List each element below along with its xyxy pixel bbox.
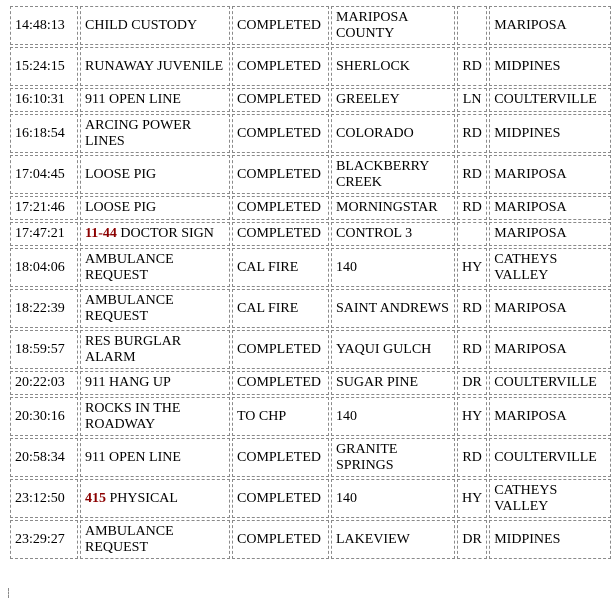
city-cell: MARIPOSA xyxy=(489,397,611,436)
status-cell: COMPLETED xyxy=(232,88,329,112)
street-cell: SHERLOCK xyxy=(331,47,455,86)
street-cell: YAQUI GULCH xyxy=(331,330,455,369)
city-cell: MARIPOSA xyxy=(489,222,611,246)
time-cell: 17:04:45 xyxy=(10,155,78,194)
call-type-cell xyxy=(80,397,230,436)
table-row xyxy=(10,114,611,153)
call-type-text: ROCKS IN THE ROADWAY xyxy=(85,400,181,432)
street-cell: GREELEY xyxy=(331,88,455,112)
time-cell: 20:30:16 xyxy=(10,397,78,436)
call-type-cell xyxy=(80,330,230,369)
street-cell: BLACKBERRY CREEK xyxy=(331,155,455,194)
street-suffix-cell: RD xyxy=(457,196,487,220)
call-type-text: 911 OPEN LINE xyxy=(85,449,181,465)
street-suffix-cell: RD xyxy=(457,114,487,153)
street-cell: SAINT ANDREWS xyxy=(331,289,455,328)
city-cell: CATHEYS VALLEY xyxy=(489,479,611,518)
call-type-cell xyxy=(80,88,230,112)
status-cell: COMPLETED xyxy=(232,47,329,86)
street-suffix-cell: RD xyxy=(457,155,487,194)
time-cell: 14:48:13 xyxy=(10,6,78,45)
time-cell: 17:47:21 xyxy=(10,222,78,246)
status-cell: COMPLETED xyxy=(232,479,329,518)
call-type-text: LOOSE PIG xyxy=(85,166,157,182)
status-cell: COMPLETED xyxy=(232,438,329,477)
table-row xyxy=(10,88,611,112)
street-cell: MARIPOSA COUNTY xyxy=(331,6,455,45)
time-cell: 23:29:27 xyxy=(10,520,78,559)
city-cell: MARIPOSA xyxy=(489,196,611,220)
status-cell: CAL FIRE xyxy=(232,289,329,328)
time-cell: 23:12:50 xyxy=(10,479,78,518)
call-type-cell xyxy=(80,289,230,328)
table-row xyxy=(10,438,611,477)
status-cell: COMPLETED xyxy=(232,6,329,45)
street-suffix-cell: HY xyxy=(457,397,487,436)
street-cell: MORNINGSTAR xyxy=(331,196,455,220)
street-cell: CONTROL 3 xyxy=(331,222,455,246)
call-type-text: RUNAWAY JUVENILE xyxy=(85,58,224,74)
table-continuation-edge xyxy=(8,588,10,598)
time-cell: 18:59:57 xyxy=(10,330,78,369)
table-row xyxy=(10,196,611,220)
table-row xyxy=(10,397,611,436)
status-cell: COMPLETED xyxy=(232,520,329,559)
call-type-cell xyxy=(80,47,230,86)
city-cell: CATHEYS VALLEY xyxy=(489,248,611,287)
street-suffix-cell: DR xyxy=(457,371,487,395)
table-row xyxy=(10,47,611,86)
street-cell: GRANITE SPRINGS xyxy=(331,438,455,477)
city-cell: MARIPOSA xyxy=(489,155,611,194)
time-cell: 18:04:06 xyxy=(10,248,78,287)
call-type-cell xyxy=(80,222,230,246)
street-suffix-cell: RD xyxy=(457,438,487,477)
street-suffix-cell: RD xyxy=(457,289,487,328)
call-type-text: PHYSICAL xyxy=(109,490,178,506)
status-cell: TO CHP xyxy=(232,397,329,436)
call-type-cell xyxy=(80,6,230,45)
call-type-cell xyxy=(80,196,230,220)
street-suffix-cell: LN xyxy=(457,88,487,112)
call-type-text: ARCING POWER LINES xyxy=(85,117,192,149)
call-type-text: 911 OPEN LINE xyxy=(85,92,181,107)
status-cell: COMPLETED xyxy=(232,155,329,194)
street-suffix-cell: RD xyxy=(457,47,487,86)
call-type-text: AMBULANCE REQUEST xyxy=(85,251,174,283)
call-code: 415 xyxy=(85,490,106,506)
street-suffix-cell: DR xyxy=(457,520,487,559)
time-cell: 20:22:03 xyxy=(10,371,78,395)
street-suffix-cell: RD xyxy=(457,330,487,369)
call-type-cell xyxy=(80,520,230,559)
street-cell: COLORADO xyxy=(331,114,455,153)
call-type-cell xyxy=(80,114,230,153)
status-cell: COMPLETED xyxy=(232,222,329,246)
time-cell: 18:22:39 xyxy=(10,289,78,328)
street-suffix-cell xyxy=(457,222,487,246)
status-cell: COMPLETED xyxy=(232,196,329,220)
call-type-text: DOCTOR SIGN xyxy=(120,226,214,241)
call-log-body xyxy=(10,6,611,559)
status-cell: COMPLETED xyxy=(232,371,329,395)
call-type-text: AMBULANCE REQUEST xyxy=(85,292,174,324)
time-cell: 16:10:31 xyxy=(10,88,78,112)
time-cell: 20:58:34 xyxy=(10,438,78,477)
city-cell: MARIPOSA xyxy=(489,330,611,369)
call-type-cell xyxy=(80,371,230,395)
city-cell: MIDPINES xyxy=(489,47,611,86)
call-type-text: LOOSE PIG xyxy=(85,200,157,215)
call-code: 11-44 xyxy=(85,226,117,241)
city-cell: MIDPINES xyxy=(489,520,611,559)
time-cell: 17:21:46 xyxy=(10,196,78,220)
table-row xyxy=(10,371,611,395)
call-type-cell xyxy=(80,438,230,477)
street-cell: SUGAR PINE xyxy=(331,371,455,395)
call-type-text: AMBULANCE REQUEST xyxy=(85,523,174,555)
city-cell: COULTERVILLE xyxy=(489,88,611,112)
city-cell: COULTERVILLE xyxy=(489,438,611,477)
street-cell: 140 xyxy=(331,479,455,518)
table-row xyxy=(10,289,611,328)
call-type-text: RES BURGLAR ALARM xyxy=(85,333,182,365)
table-row xyxy=(10,155,611,194)
table-row xyxy=(10,222,611,246)
city-cell: MARIPOSA xyxy=(489,289,611,328)
street-suffix-cell xyxy=(457,6,487,45)
call-log-table xyxy=(8,4,613,561)
street-cell: 140 xyxy=(331,248,455,287)
street-cell: LAKEVIEW xyxy=(331,520,455,559)
status-cell: CAL FIRE xyxy=(232,248,329,287)
call-type-cell xyxy=(80,155,230,194)
call-type-cell xyxy=(80,479,230,518)
city-cell: MARIPOSA xyxy=(489,6,611,45)
time-cell: 16:18:54 xyxy=(10,114,78,153)
city-cell: COULTERVILLE xyxy=(489,371,611,395)
table-row xyxy=(10,248,611,287)
time-cell: 15:24:15 xyxy=(10,47,78,86)
street-suffix-cell: HY xyxy=(457,248,487,287)
city-cell: MIDPINES xyxy=(489,114,611,153)
status-cell: COMPLETED xyxy=(232,114,329,153)
street-cell: 140 xyxy=(331,397,455,436)
status-cell: COMPLETED xyxy=(232,330,329,369)
table-row xyxy=(10,6,611,45)
table-row xyxy=(10,330,611,369)
table-row xyxy=(10,520,611,559)
call-type-text: 911 HANG UP xyxy=(85,375,171,390)
call-type-cell xyxy=(80,248,230,287)
call-type-text: CHILD CUSTODY xyxy=(85,17,198,33)
street-suffix-cell: HY xyxy=(457,479,487,518)
table-row xyxy=(10,479,611,518)
